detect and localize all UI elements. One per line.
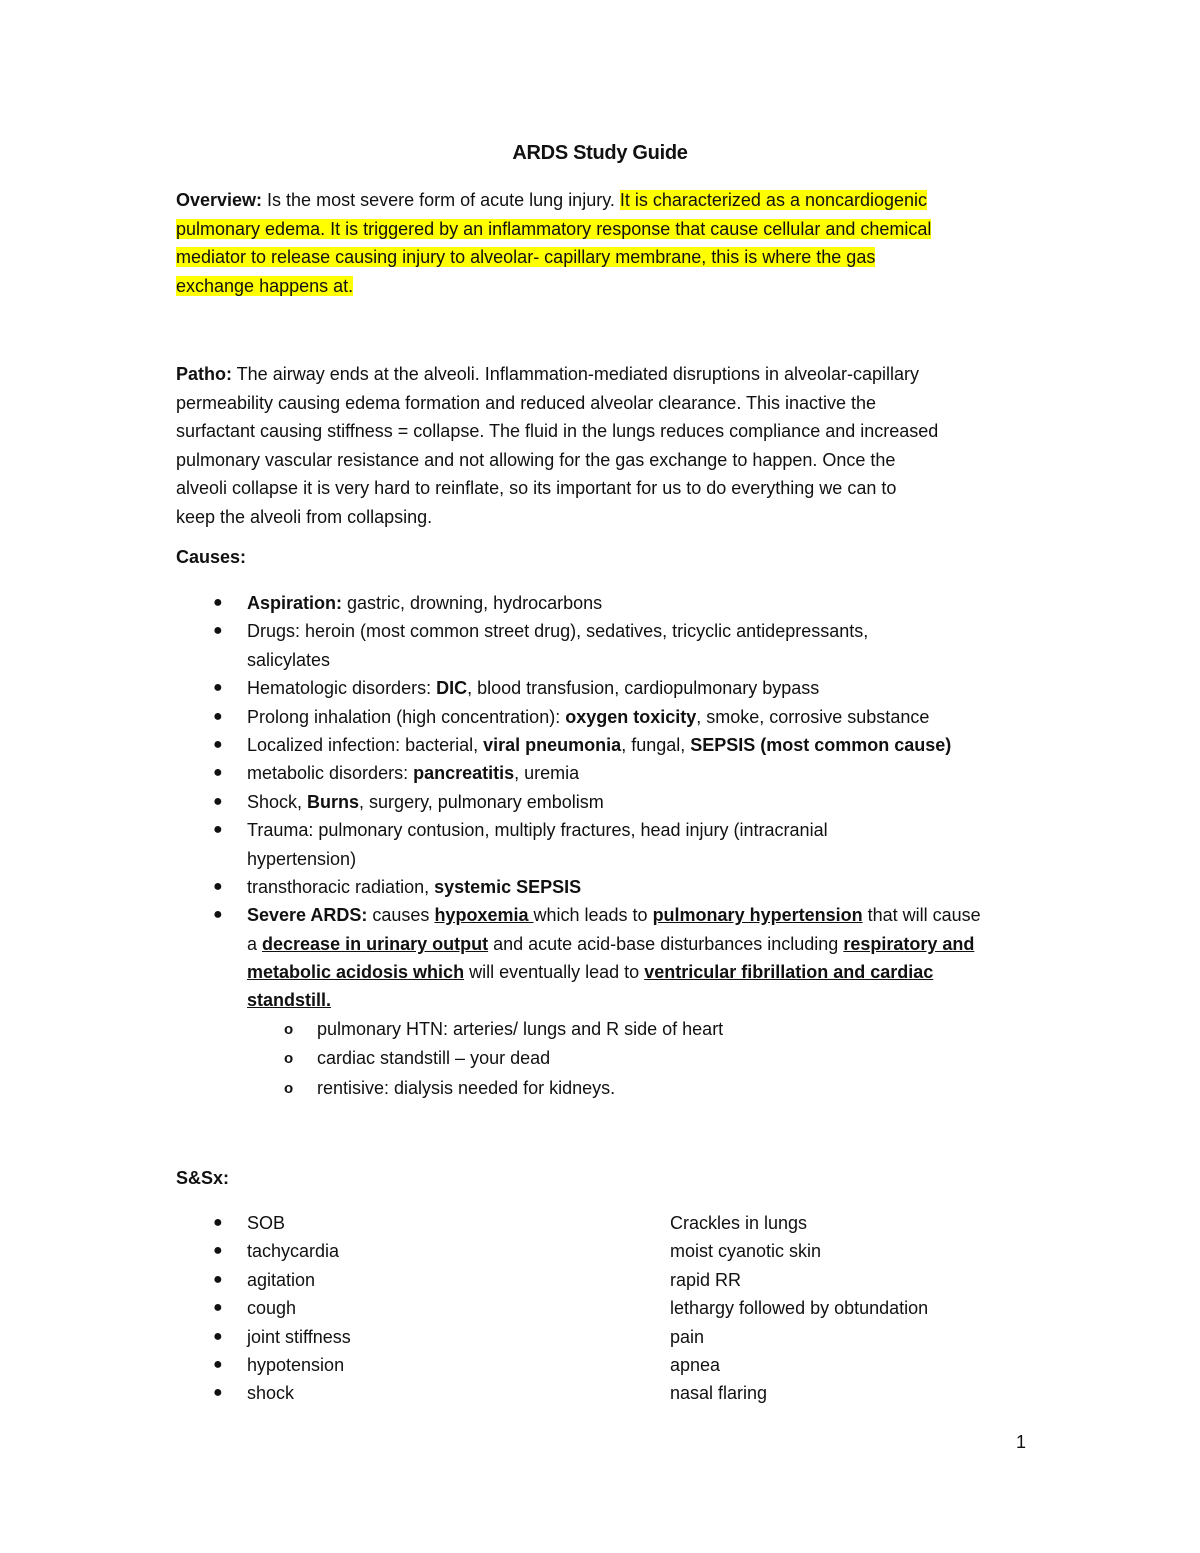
text-segment: and acute acid-base disturbances including [488,933,844,954]
patho-label: Patho: [176,364,232,384]
text-segment: Prolong inhalation (high concentration): [247,706,566,727]
patho-line: alveoli collapse it is very hard to reinflate, so its important for us to do everything we can to [176,478,897,499]
highlighted-text: mediator to release causing injury to alveolar- capillary membrane, this is where the gas [176,247,876,268]
causes-heading: Causes: [176,547,247,567]
sign-item-right: lethargy followed by obtundation [670,1298,929,1319]
text-segment: viral pneumonia [483,734,622,755]
text-segment: hypoxemia [434,905,534,926]
sign-text: tachycardia [247,1241,340,1262]
cause-item-continuation [176,958,1046,986]
text-segment: Trauma: pulmonary contusion, multiply fractures, head injury (intracranial [247,820,828,841]
sign-text: joint stiffness [247,1326,351,1347]
circle-bullet-icon: o [284,1050,294,1068]
patho-line: surfactant causing stiffness = collapse. The fluid in the lungs reduces compliance and increased [176,421,939,442]
overview-line: Overview: Is the most severe form of acute lung injury. It is characterized as a noncardiogenic [176,190,928,210]
text-segment: , uremia [514,763,580,784]
highlighted-text: pulmonary edema. It is triggered by an inflammatory response that cause cellular and chemical [176,218,932,239]
sign-item [176,1266,626,1294]
patho-line: pulmonary vascular resistance and not allowing for the gas exchange to happen. Once the [176,449,896,470]
text-segment: SEPSIS (most common cause) [690,734,952,755]
cause-item [176,873,1046,901]
sub-item-text: rentisive: dialysis needed for kidneys. [317,1077,616,1098]
text-segment: pulmonary hypertension [652,905,863,926]
sign-item [176,1294,626,1322]
text-segment: gastric, drowning, hydrocarbons [342,593,603,613]
sub-item-text: pulmonary HTN: arteries/ lungs and R side of heart [317,1018,724,1039]
sub-item [176,1044,1046,1074]
text-segment: that will cause [862,905,981,926]
text-segment: which leads to [533,905,653,926]
cause-item [176,731,1046,759]
cause-item [176,703,1046,731]
page-title: ARDS Study Guide [512,142,688,164]
bullet-icon: ● [213,735,223,753]
text-segment: Shock, [247,791,308,812]
sign-text: agitation [247,1269,316,1290]
bullet-icon: ● [213,1242,223,1260]
sign-text: hypotension [247,1354,345,1375]
text-segment: , surgery, pulmonary embolism [359,791,604,812]
sign-text: cough [247,1298,297,1319]
cause-item-continuation [176,930,1046,958]
text-segment: pancreatitis [413,763,515,784]
highlighted-text: It is characterized as a noncardiogenic [619,190,928,210]
overview-paragraph [176,186,1026,300]
text-segment: Hematologic disorders: [247,678,437,699]
overview-line [176,243,1026,272]
text-segment: Localized infection: bacterial, [247,734,484,755]
sub-item-text: cardiac standstill – your dead [317,1048,551,1069]
bullet-icon: ● [213,906,223,924]
bullet-icon: ● [213,707,223,725]
text-segment: Burns [307,791,360,812]
highlighted-text: exchange happens at. [176,275,354,296]
sign-item-right: apnea [670,1354,721,1375]
patho-line: keep the alveoli from collapsing. [176,506,433,527]
text-segment: metabolic disorders: [247,763,414,784]
cause-item-continuation: hypertension) [247,848,357,869]
patho-line: permeability causing edema formation and reduced alveolar clearance. This inactive the [176,392,877,413]
bullet-icon: ● [213,792,223,810]
text-segment: Drugs: heroin (most common street drug), sedatives, tricyclic antidepressants, [247,621,869,642]
cause-item [176,617,1046,645]
text-segment: ventricular fibrillation and cardiac [644,962,934,983]
signs-list-right [670,1209,928,1408]
patho-paragraph [176,360,1026,532]
cause-item-continuation: salicylates [247,649,331,670]
cause-item-severe [176,901,1046,929]
sign-item [176,1323,626,1351]
text-segment: DIC [436,678,468,699]
sub-item [176,1015,1046,1045]
sign-text: shock [247,1383,295,1404]
bullet-icon: ● [213,1384,223,1402]
sub-item [176,1074,1046,1104]
cause-item [176,759,1046,787]
page-number: 1 [1015,1432,1026,1452]
bullet-icon: ● [213,1270,223,1288]
cause-item [176,589,1046,617]
sign-item-right: rapid RR [670,1269,742,1290]
bullet-icon: ● [213,877,223,895]
text-segment: , blood transfusion, cardiopulmonary bypass [467,678,820,699]
overview-label: Overview: [176,190,263,210]
overview-line [176,272,1026,301]
text-segment: , fungal, [621,734,691,755]
text-segment: decrease in urinary output [262,933,489,954]
cause-item [176,816,1046,844]
sign-item-right: pain [670,1326,705,1347]
bullet-icon: ● [213,821,223,839]
sign-item [176,1209,626,1237]
text-segment: systemic SEPSIS [434,876,582,897]
sign-item-right: moist cyanotic skin [670,1241,822,1262]
causes-list [176,589,1046,1103]
text-segment: transthoracic radiation, [247,876,435,897]
bullet-icon: ● [213,1299,223,1317]
bullet-icon: ● [213,1214,223,1231]
signs-list-left [176,1209,626,1408]
text-segment: oxygen toxicity [565,706,697,727]
cause-item [176,788,1046,816]
bullet-icon: ● [213,622,223,640]
cause-item [176,674,1046,702]
text-segment: standstill. [247,990,332,1011]
bullet-icon: ● [213,1327,223,1345]
text-segment: metabolic acidosis which [247,962,465,983]
sign-item [176,1237,626,1265]
bullet-icon: ● [213,594,223,611]
text-segment: respiratory and [843,933,975,954]
cause-item-continuation [176,986,1046,1014]
bullet-icon: ● [213,764,223,782]
text-segment: Aspiration: [247,593,343,613]
circle-bullet-icon: o [284,1020,294,1038]
circle-bullet-icon: o [284,1079,294,1097]
text-segment: causes [367,905,435,926]
overview-line [176,215,1026,244]
bullet-icon: ● [213,679,223,697]
sign-item-right: Crackles in lungs [670,1213,808,1233]
text-segment: , smoke, corrosive substance [696,706,930,727]
patho-line: Patho: The airway ends at the alveoli. Inflammation-mediated disruptions in alveolar-capillary [176,364,920,384]
bullet-icon: ● [213,1355,223,1373]
sign-text: SOB [247,1213,286,1233]
sign-item-right: nasal flaring [670,1383,768,1404]
text-segment: a [247,933,263,954]
sign-item [176,1379,626,1407]
sign-item [176,1351,626,1379]
text-segment: will eventually lead to [464,962,645,983]
signs-heading: S&Sx: [176,1168,230,1188]
text-segment: Severe ARDS: [247,905,368,926]
